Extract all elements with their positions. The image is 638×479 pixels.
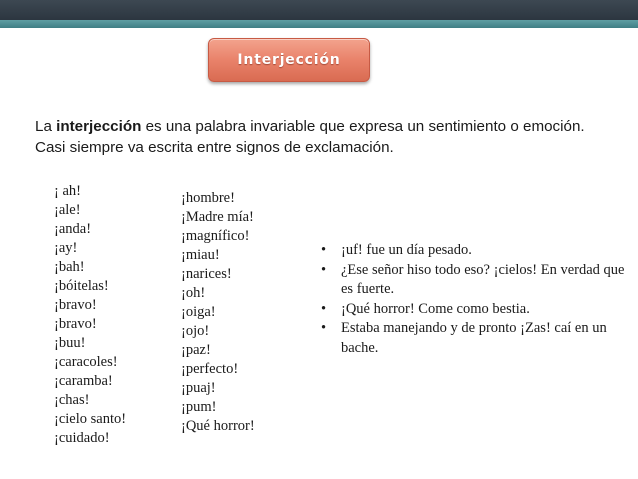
interjection-item: ¡oiga! xyxy=(181,304,216,320)
intro-text-before: La xyxy=(35,118,57,135)
intro-paragraph xyxy=(35,116,615,158)
interjection-item: ¡puaj! xyxy=(181,380,216,396)
interjection-item: ¡caracoles! xyxy=(54,354,118,370)
example-item: • Estaba manejando y de pronto ¡Zas! caí en un bache. xyxy=(320,319,630,358)
interjection-list-2 xyxy=(181,189,255,436)
interjection-item: ¡perfecto! xyxy=(181,361,239,377)
interjection-item: ¡narices! xyxy=(181,266,232,282)
interjection-item: ¡magnífico! xyxy=(181,228,250,244)
example-sentences xyxy=(320,241,630,358)
interjection-item: ¡oh! xyxy=(181,285,206,301)
interjection-item: ¡chas! xyxy=(54,392,90,408)
interjection-item: ¡bravo! xyxy=(54,316,97,332)
intro-term: interjección xyxy=(56,118,142,135)
interjection-item: ¡caramba! xyxy=(54,373,113,389)
interjection-item: ¡Madre mía! xyxy=(181,209,254,225)
interjection-item: ¡cielo santo! xyxy=(54,411,127,427)
example-item: • ¿Ese señor hiso todo eso? ¡cielos! En verdad que es fuerte. xyxy=(320,261,630,300)
interjection-item: ¡anda! xyxy=(54,221,92,237)
interjection-item: ¡ojo! xyxy=(181,323,210,339)
example-item: • ¡Qué horror! Come como bestia. xyxy=(320,300,630,320)
interjection-item: ¡ay! xyxy=(54,240,78,256)
interjection-item: ¡bravo! xyxy=(54,297,97,313)
interjection-item: ¡buu! xyxy=(54,335,86,351)
interjection-item: ¡paz! xyxy=(181,342,211,358)
interjection-item: ¡miau! xyxy=(181,247,220,263)
interjection-item: ¡Qué horror! xyxy=(181,418,255,434)
interjection-item: ¡bah! xyxy=(54,259,85,275)
interjection-item: ¡bóitelas! xyxy=(54,278,109,294)
header-accent-bar xyxy=(0,20,638,28)
example-item: • ¡uf! fue un día pesado. xyxy=(320,241,630,261)
interjection-list-1 xyxy=(54,182,126,448)
slide-title: Interjección xyxy=(237,52,341,68)
title-banner xyxy=(208,38,370,82)
interjection-item: ¡cuidado! xyxy=(54,430,110,446)
intro-text-after: es una palabra invariable que expresa un sentimiento o emoción. Casi siempre va escrita entre signos de exclamación. xyxy=(35,118,585,156)
interjection-item: ¡ale! xyxy=(54,202,81,218)
header-bar xyxy=(0,0,638,20)
interjection-item: ¡pum! xyxy=(181,399,217,415)
interjection-item: ¡hombre! xyxy=(181,190,235,206)
interjection-item: ¡ ah! xyxy=(54,183,81,199)
